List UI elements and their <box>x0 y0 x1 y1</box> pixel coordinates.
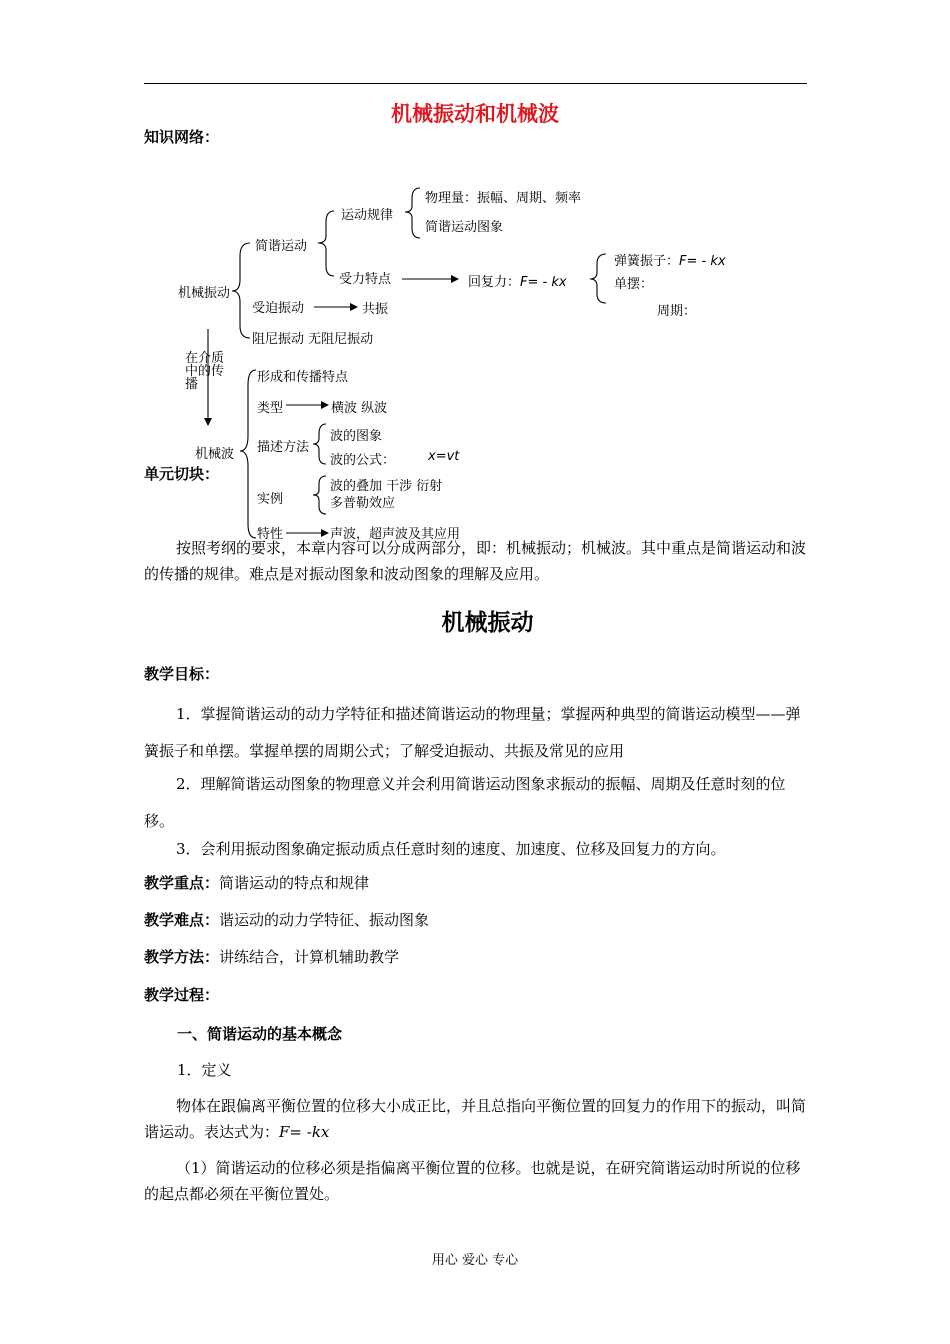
unit-division-label: 单元切块： <box>144 465 220 483</box>
node-interference: 波的叠加 干涉 衍射 <box>330 479 443 494</box>
brace-models <box>590 254 606 303</box>
definition-formula: F= -kx <box>279 1123 330 1141</box>
process-label: 教学过程： <box>144 986 220 1004</box>
objective-3: 3．会利用振动图象确定振动质点任意时刻的速度、加速度、位移及回复力的方向。 <box>176 840 726 858</box>
definition-text: 物体在跟偏离平衡位置的位移大小成正比，并且总指向平衡位置的回复力的作用下的振动，叫简谐运动。表达式为： <box>144 1097 807 1141</box>
restoring-force-label: 回复力： <box>468 275 521 290</box>
restoring-force-formula: F= - kx <box>520 275 567 290</box>
brace-mech-wave <box>240 370 256 538</box>
note-paragraph: （1）简谐运动的位移必须是指偏离平衡位置的位移。也就是说，在研究简谐运动时所说的位移的起点都必须在平衡位置处。 <box>144 1159 801 1203</box>
node-propagation-label: 在介质中的传播 <box>185 351 225 392</box>
intro-paragraph: 按照考纲的要求，本章内容可以分成两部分，即：机械振动；机械波。其中重点是简谐运动和波的传播的规律。难点是对振动图象和波动图象的理解及应用。 <box>144 539 807 583</box>
node-properties: 特性 <box>257 527 284 542</box>
method-label: 教学方法： <box>144 948 220 966</box>
key-point-label: 教学重点： <box>144 874 220 892</box>
node-pendulum: 单摆： <box>614 277 654 292</box>
node-shm: 简谐运动 <box>255 239 308 254</box>
spring-oscillator-label: 弹簧振子： <box>614 254 680 269</box>
objective-1: 1．掌握简谐运动的动力学特征和描述简谐运动的物理量；掌握两种典型的简谐运动模型——弹簧振子和单摆。掌握单摆的周期公式；了解受迫振动、共振及常见的应用 <box>144 705 801 760</box>
node-wave-formula: x=vt <box>428 449 460 464</box>
brace-examples <box>313 476 326 514</box>
brace-motion-law <box>405 188 420 238</box>
node-mech-wave: 机械波 <box>195 447 235 462</box>
node-sound-waves: 声波，超声波及其应用 <box>330 527 461 542</box>
definition-paragraph <box>144 1093 807 1145</box>
node-examples: 实例 <box>257 492 284 507</box>
node-resonance: 共振 <box>362 302 389 317</box>
brace-description <box>313 424 326 464</box>
knowledge-network-label: 知识网络： <box>144 128 220 146</box>
brace-mech-vibration <box>232 243 250 338</box>
key-point-text: 简谐运动的特点和规律 <box>219 874 370 892</box>
node-formation: 形成和传播特点 <box>257 370 349 385</box>
node-wave-image: 波的图象 <box>330 429 383 444</box>
section-title: 机械振动 <box>441 610 534 636</box>
process-line <box>144 982 807 1008</box>
node-damped-undamped: 阻尼振动 无阻尼振动 <box>252 332 374 347</box>
node-doppler: 多普勒效应 <box>330 496 396 511</box>
node-description-method: 描述方法 <box>257 440 310 455</box>
spring-formula: F= - kx <box>679 254 726 269</box>
node-period: 周期： <box>657 304 697 319</box>
objectives-label: 教学目标： <box>144 665 220 683</box>
node-physical-quantities: 物理量：振幅、周期、频率 <box>425 191 582 206</box>
difficulty-label: 教学难点： <box>144 911 220 929</box>
node-shm-graph: 简谐运动图象 <box>425 220 504 235</box>
node-wave-types: 横波 纵波 <box>331 401 388 416</box>
node-motion-law: 运动规律 <box>341 208 394 223</box>
subsection-title: 一、简谐运动的基本概念 <box>177 1025 343 1043</box>
page-footer: 用心 爱心 专心 <box>431 1253 519 1268</box>
node-wave-formula-label: 波的公式： <box>330 453 396 468</box>
difficulty-line <box>144 907 807 933</box>
brace-shm <box>318 211 334 276</box>
node-forced-vibration: 受迫振动 <box>252 301 305 316</box>
document-title: 机械振动和机械波 <box>391 102 559 126</box>
node-mech-vibration: 机械振动 <box>178 286 231 301</box>
node-spring-oscillator <box>614 250 726 269</box>
difficulty-text: 谐运动的动力学特征、振动图象 <box>219 911 430 929</box>
objective-2: 2．理解简谐运动图象的物理意义并会利用简谐运动图象求振动的振幅、周期及任意时刻的位移。 <box>144 775 786 830</box>
key-point-line <box>144 870 807 896</box>
node-types: 类型 <box>257 401 284 416</box>
node-force-feature: 受力特点 <box>339 272 392 287</box>
node-restoring-force <box>468 271 567 290</box>
method-text: 讲练结合，计算机辅助教学 <box>219 948 400 966</box>
definition-label: 1．定义 <box>177 1061 232 1079</box>
method-line <box>144 944 807 970</box>
